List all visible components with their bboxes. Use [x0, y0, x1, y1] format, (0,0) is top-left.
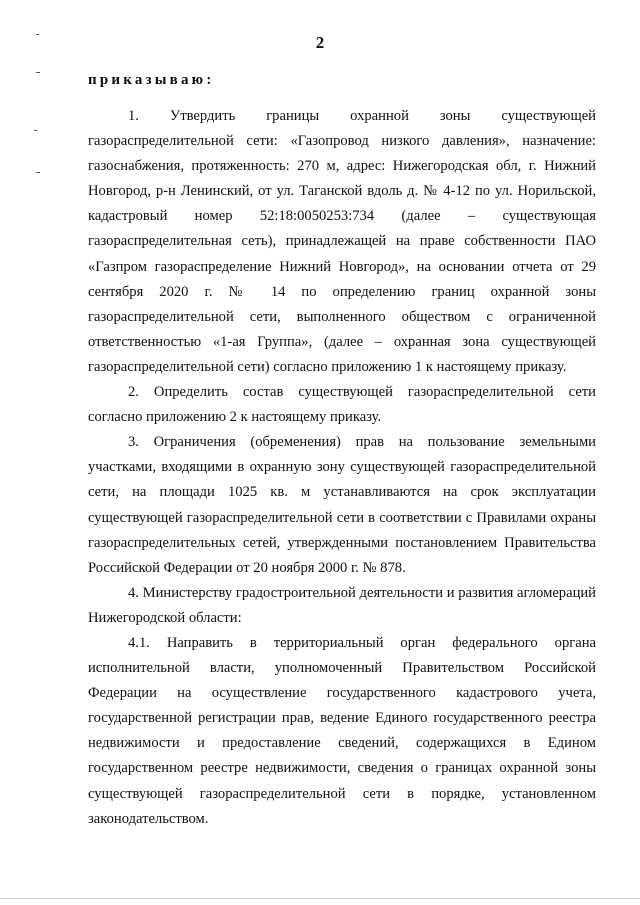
paragraph-item-3: 3. Ограничения (обременения) прав на пользование земельными участками, входящими в охранную зону существующей газораспределительной сети, на площади 1025 кв. м устанавливаются на срок эксплуатации существующей газораспределительной сети в соответствии с Правилами охраны газораспределительных сетей, утвержденными постановлением Правительства Российской Федерации от 20 ноября 2000 г. № 878.: [88, 434, 596, 576]
document-body: [88, 104, 596, 832]
order-heading: приказываю:: [88, 72, 215, 88]
scan-mark: [36, 172, 40, 173]
page-edge: [0, 898, 640, 899]
paragraph-item-4: 4. Министерству градостроительной деятельности и развития агломераций Нижегородской области:: [88, 584, 596, 626]
paragraph-item-1: 1. Утвердить границы охранной зоны существующей газораспределительной сети: «Газопровод низкого давления», назначение: газоснабжения, протяженность: 270 м, адрес: Нижегородская обл, г. Нижний Новгород, р-н Ленинский, от ул. Таганской вдоль д. № 4-12 по ул. Норильской, кадастровый номер 52:18:0050253:734 (далее – существующая газораспределительная сеть), принадлежащей на праве собственности ПАО «Газпром газораспределение Нижний Новгород», на основании отчета от 29 сентября 2020 г. № 14 по определению границ охранной зоны газораспределительной сети, выполненного обществом с ограниченной ответственностью «1-ая Группа», (далее – охранная зона существующей газораспределительной сети) согласно приложению 1 к настоящему приказу.: [88, 108, 596, 375]
scan-mark: [36, 72, 40, 73]
paragraph-item-4-1: 4.1. Направить в территориальный орган федерального органа исполнительной власти, уполномоченный Правительством Российской Федерации на осуществление государственного кадастрового учета, государственной регистрации прав, ведение Единого государственного реестра недвижимости и предоставление сведений, содержащихся в Едином государственном реестре недвижимости, сведения о границах охранной зоны существующей газораспределительной сети в порядке, установленном законодательством.: [88, 634, 596, 827]
page-number: 2: [315, 33, 325, 52]
paragraph-item-2: 2. Определить состав существующей газораспределительной сети согласно приложению 2 к настоящему приказу.: [88, 384, 596, 426]
scan-mark: [34, 130, 37, 131]
